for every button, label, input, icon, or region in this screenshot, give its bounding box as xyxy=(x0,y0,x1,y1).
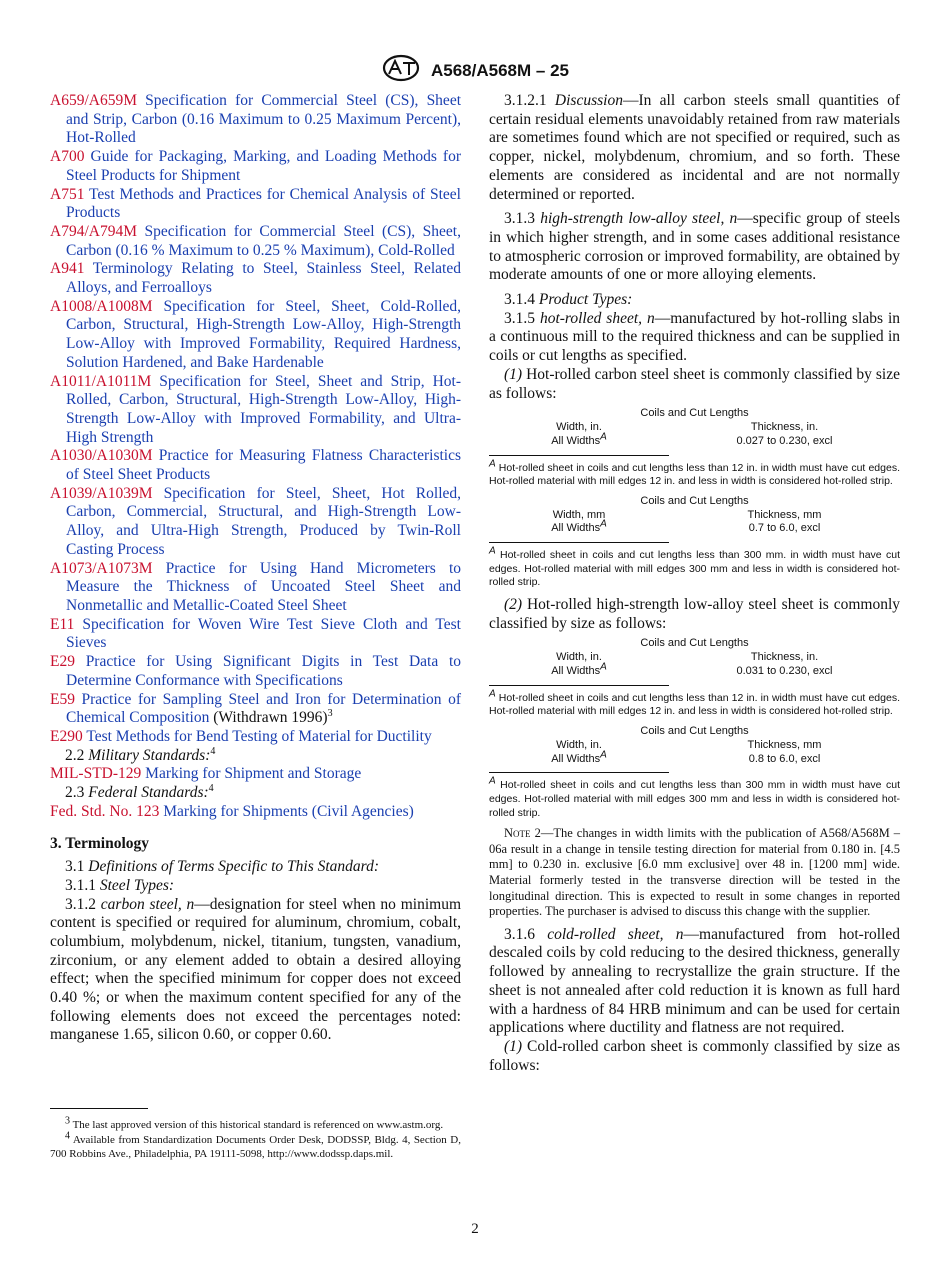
reference-item[interactable] xyxy=(50,728,461,747)
table-cell: 0.7 to 6.0, excl xyxy=(748,522,821,535)
table-caption: Coils and Cut Lengths xyxy=(640,724,749,737)
paragraph-3-1-4: 3.1.4 Product Types: xyxy=(504,291,633,309)
table-cell: All Widths$^A$ xyxy=(551,748,607,765)
reference-code[interactable]: A941 xyxy=(50,260,85,278)
reference-item[interactable] xyxy=(50,148,461,185)
reference-code[interactable]: E59 xyxy=(50,690,75,708)
table-cell: All Widths$^A$ xyxy=(551,431,607,447)
reference-item[interactable] xyxy=(50,298,461,373)
table-footnote: $^A$ Hot-rolled sheet in coils and cut lengths less than 12 in. in width must have cut edges. Hot-rolled material with mill edges 12 in. and less in width is considered hot-rolled strip. xyxy=(489,458,900,488)
column-header: Width, in. xyxy=(556,738,602,751)
reference-item[interactable] xyxy=(50,560,461,616)
reference-item[interactable] xyxy=(50,260,461,297)
reference-item[interactable] xyxy=(50,485,461,560)
table-footnote-rule xyxy=(489,685,669,686)
table-caption: Coils and Cut Lengths xyxy=(640,407,749,420)
reference-code[interactable]: A1011/A1011M xyxy=(50,372,152,390)
left-column xyxy=(50,92,461,1045)
page-header xyxy=(0,54,950,87)
table-caption: Coils and Cut Lengths xyxy=(640,494,749,507)
reference-title[interactable]: Guide for Packaging, Marking, and Loading Methods for Steel Products for Shipment xyxy=(66,148,462,184)
table-cell: All Widths$^A$ xyxy=(551,661,607,677)
reference-code[interactable]: A700 xyxy=(50,148,85,166)
table-footnote: $^A$ Hot-rolled sheet in coils and cut lengths less than 300 mm. in width must have cut edges. Hot-rolled material with mill edges 300 mm and less in width is considered hot-rolled strip. xyxy=(489,545,900,589)
standard-designation: A568/A568M – 25 xyxy=(431,60,569,80)
reference-title[interactable]: Specification for Commercial Steel (CS), Sheet and Strip, Carbon (0.16 Maximum to 0.25 Maximum Percent), Hot-Rolled xyxy=(66,92,461,147)
note-2: Note 2—The changes in width limits with the publication of A568/A568M – 06a result in a change in tensile testing direction for material from 0.180 in. [4.5 mm] to 0.230 in. exclusive [6.0 mm exclusive] over 48 in. [1200 mm] wide. Material formerly tested in the transverse direction will be tested in the longitudinal direction. This is expected to result in some changes in reported properties. The purchaser is advised to discuss this change with the supplier. xyxy=(489,826,900,919)
federal-standards-heading: 2.3 Federal Standards:$^4$ xyxy=(65,782,214,802)
reference-title[interactable]: Practice for Sampling Steel and Iron for Determination of Chemical Composition xyxy=(66,690,461,727)
reference-code[interactable]: A751 xyxy=(50,185,85,203)
reference-title[interactable]: Specification for Woven Wire Test Sieve Cloth and Test Sieves xyxy=(66,615,461,652)
military-standards-heading: 2.2 Military Standards:$^4$ xyxy=(65,745,216,764)
paragraph-3-1-2-1: 3.1.2.1 Discussion—In all carbon steels small quantities of certain residual elements unavoidably retained from raw materials are sometimes found which are not specified or required, such as copper, nickel, molybdenum, chromium, and so forth. These elements are considered as incidental and are not normally determined or reported. xyxy=(489,92,900,203)
column-header: Width, in. xyxy=(556,651,602,664)
reference-item[interactable] xyxy=(50,447,461,484)
reference-item[interactable] xyxy=(50,653,461,690)
size-table-2 xyxy=(489,495,900,536)
reference-title[interactable]: Practice for Using Hand Micrometers to Measure the Thickness of Uncoated Steel Sheet and Nonmetallic and Metallic-Coated Steel Sheet xyxy=(66,559,462,614)
reference-item[interactable]: Fed. Std. No. 123 Marking for Shipments (Civil Agencies) xyxy=(50,802,414,820)
column-header: Thickness, mm xyxy=(747,508,822,521)
reference-status: (Withdrawn 1996) xyxy=(209,709,328,727)
size-table-3 xyxy=(489,637,900,678)
paragraph-3-1-1: 3.1.1 Steel Types: xyxy=(65,876,175,894)
footnote-divider xyxy=(50,1108,148,1109)
reference-code[interactable]: A1030/A1030M xyxy=(50,447,153,465)
column-header: Thickness, mm xyxy=(747,738,822,751)
astm-logo-icon xyxy=(381,54,421,87)
reference-title[interactable]: Specification for Steel, Sheet and Strip, Hot-Rolled, Carbon, Structural, High-Strength Low-Alloy, High-Strength Low-Alloy with Improved Formability, and Ultra-High Strength xyxy=(66,372,462,446)
reference-title[interactable]: Test Methods for Bend Testing of Material for Ductility xyxy=(86,727,432,745)
list-item-1-cold-rolled-carbon: (1) Cold-rolled carbon sheet is commonly classified by size as follows: xyxy=(489,1037,900,1074)
table-footnote: $^A$ Hot-rolled sheet in coils and cut lengths less than 12 in. in width must have cut edges. Hot-rolled material with mill edges 12 in. and less in width is considered hot-rolled strip. xyxy=(489,688,900,718)
list-item-1-hot-rolled-carbon: (1) Hot-rolled carbon steel sheet is commonly classified by size as follows: xyxy=(489,365,900,402)
reference-item[interactable]: MIL-STD-129 Marking for Shipment and Storage xyxy=(50,765,362,783)
list-item-2-hot-rolled-hsla: (2) Hot-rolled high-strength low-alloy steel sheet is commonly classified by size as follows: xyxy=(489,596,900,632)
table-footnote: $^A$ Hot-rolled sheet in coils and cut lengths less than 300 mm in width must have cut edges. Hot-rolled material with mill edges 300 mm and less in width is considered hot-rolled strip. xyxy=(489,775,900,819)
paragraph-3-1-3: 3.1.3 high-strength low-alloy steel, n—specific group of steels in which higher strength, and in some cases additional resistance to atmospheric corrosion or improved formability, are obtained by moderate amounts of one or more alloying elements. xyxy=(489,210,901,284)
reference-list xyxy=(50,92,461,747)
table-cell: All Widths$^A$ xyxy=(551,518,607,535)
size-table-1 xyxy=(489,407,900,448)
reference-title[interactable]: Test Methods and Practices for Chemical Analysis of Steel Products xyxy=(66,185,461,222)
column-header: Width, mm xyxy=(552,508,606,521)
reference-item[interactable] xyxy=(50,616,461,653)
right-column xyxy=(489,92,900,1075)
reference-code[interactable]: A659/A659M xyxy=(50,92,137,109)
reference-title[interactable]: Practice for Measuring Flatness Characteristics of Steel Sheet Products xyxy=(66,447,461,484)
reference-code[interactable]: E290 xyxy=(50,727,83,745)
reference-item[interactable] xyxy=(50,186,461,223)
reference-item[interactable] xyxy=(50,691,461,728)
table-footnote-rule xyxy=(489,772,669,773)
page-number: 2 xyxy=(471,1221,479,1237)
reference-item[interactable] xyxy=(50,373,461,448)
table-footnote-rule xyxy=(489,455,669,456)
paragraph-3-1-5: 3.1.5 hot-rolled sheet, n—manufactured by hot-rolling slabs in a continuous mill to the required thickness and can be supplied in coils or cut lengths as specified. xyxy=(489,309,901,365)
footnote-3: $^3$ The last approved version of this historical standard is referenced on www.astm.org. xyxy=(65,1115,444,1131)
table-footnote-rule xyxy=(489,542,669,543)
reference-title[interactable]: Practice for Using Significant Digits in Test Data to Determine Conformance with Specifications xyxy=(66,653,461,689)
table-cell: 0.027 to 0.230, excl xyxy=(736,434,833,447)
reference-code[interactable]: A1073/A1073M xyxy=(50,559,153,577)
reference-code[interactable]: A1008/A1008M xyxy=(50,297,153,315)
reference-title[interactable]: Specification for Steel, Sheet, Hot Rolled, Carbon, Commercial, Structural, and High-Strength Low-Alloy, and Ultra-High Strength, Produced by Twin-Roll Casting Process xyxy=(66,484,461,558)
footnotes xyxy=(50,1115,461,1162)
size-table-4 xyxy=(489,725,900,766)
reference-item[interactable] xyxy=(50,223,461,260)
reference-title[interactable]: Specification for Commercial Steel (CS), Sheet, Carbon (0.16 % Maximum to 0.25 % Maximum), Cold-Rolled xyxy=(66,222,461,259)
column-header: Thickness, in. xyxy=(750,421,819,434)
reference-code[interactable]: A1039/A1039M xyxy=(50,484,153,502)
section-heading-terminology: 3. Terminology xyxy=(50,835,150,853)
reference-code[interactable]: E29 xyxy=(50,653,75,671)
table-cell: 0.031 to 0.230, excl xyxy=(736,665,833,677)
reference-code[interactable]: A794/A794M xyxy=(50,222,137,240)
paragraph-3-1-6: 3.1.6 cold-rolled sheet, n—manufactured from hot-rolled descaled coils by cold reducing to the desired thickness, generally followed by annealing to recrystallize the grain structure. If the sheet is not annealed after cold reduction it is known as full hard with a hardness of 84 HRB minimum and can be used for certain applications where ductility and flatness are not required. xyxy=(489,925,900,1037)
reference-title[interactable]: Specification for Steel, Sheet, Cold-Rolled, Carbon, Structural, High-Strength Low-Alloy, High-Strength Low-Alloy with Improved Formability, Required Hardness, Solution Hardened, and Bake Hardenable xyxy=(66,297,461,371)
reference-item[interactable] xyxy=(50,92,461,148)
footnote-4: $^4$ Available from Standardization Documents Order Desk, DODSSP, Bldg. 4, Section D, 700 Robbins Ave., Philadelphia, PA 19111-5098, http://www.dodssp.daps.mil. xyxy=(50,1129,461,1161)
table-caption: Coils and Cut Lengths xyxy=(640,637,749,650)
footnote-marker: 3 xyxy=(327,708,333,720)
reference-title[interactable]: Terminology Relating to Steel, Stainless Steel, Related Alloys, and Ferroalloys xyxy=(66,260,461,297)
column-header: Width, in. xyxy=(556,421,602,434)
paragraph-3-1: 3.1 Definitions of Terms Specific to This Standard: xyxy=(65,858,380,876)
reference-code[interactable]: E11 xyxy=(50,615,75,633)
column-header: Thickness, in. xyxy=(750,651,819,664)
paragraph-3-1-2: 3.1.2 carbon steel, n—designation for steel when no minimum content is specified or required for aluminum, chromium, cobalt, columbium, molybdenum, nickel, titanium, tungsten, vanadium, zirconium, or any element added to obtain a desired alloying effect; when the specified minimum for copper does not exceed 0.40 %; or when the maximum content specified for any of the following elements does not exceed the percentages noted: manganese 1.65, silicon 0.60, or copper 0.60. xyxy=(50,895,461,1044)
table-cell: 0.8 to 6.0, excl xyxy=(748,752,821,765)
